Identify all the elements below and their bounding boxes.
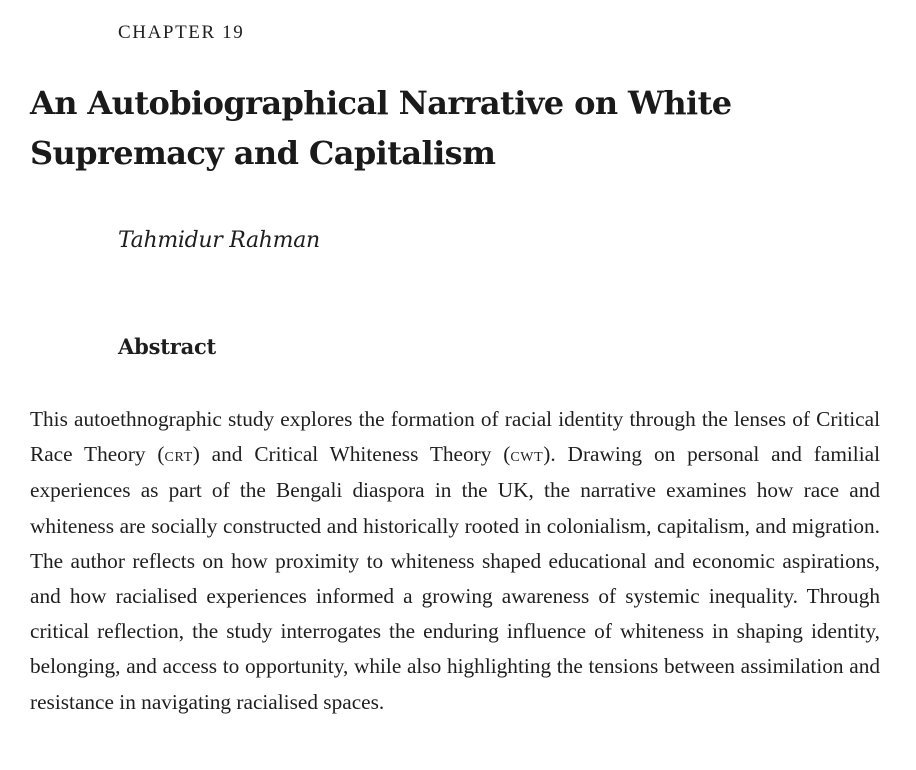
chapter-title: An Autobiographical Narrative on White Supremacy and Capitalism (30, 84, 732, 172)
abstract-text-part: This autoethnographic study explores the formation of racial identity through the lenses of Critical Race Theory ( (30, 407, 880, 467)
crt-abbreviation: crt (164, 444, 193, 467)
cwt-abbreviation: cwt (510, 444, 544, 467)
abstract-text-part: ). Drawing on personal and familial experiences as part of the Bengali diaspora in the UK, the narrative examines how race and whiteness are socially constructed and historically rooted in colonialism, capitalism, and migration. The author reflects on how proximity to whiteness shaped educational and economic aspirations, and how racialised experiences informed a growing awareness of systemic inequality. Through critical reflection, the study interrogates the enduring influence of whiteness in shaping identity, belonging, and access to opportunity, while also highlighting the tensions between assimilation and resistance in navigating racialised spaces. (30, 442, 881, 714)
abstract-heading: Abstract (118, 334, 217, 359)
author-name: Tahmidur Rahman (118, 228, 320, 253)
abstract-text (30, 402, 880, 720)
chapter-number: CHAPTER 19 (118, 22, 245, 43)
abstract-text-part: ) and Critical Whiteness Theory ( (192, 442, 511, 467)
